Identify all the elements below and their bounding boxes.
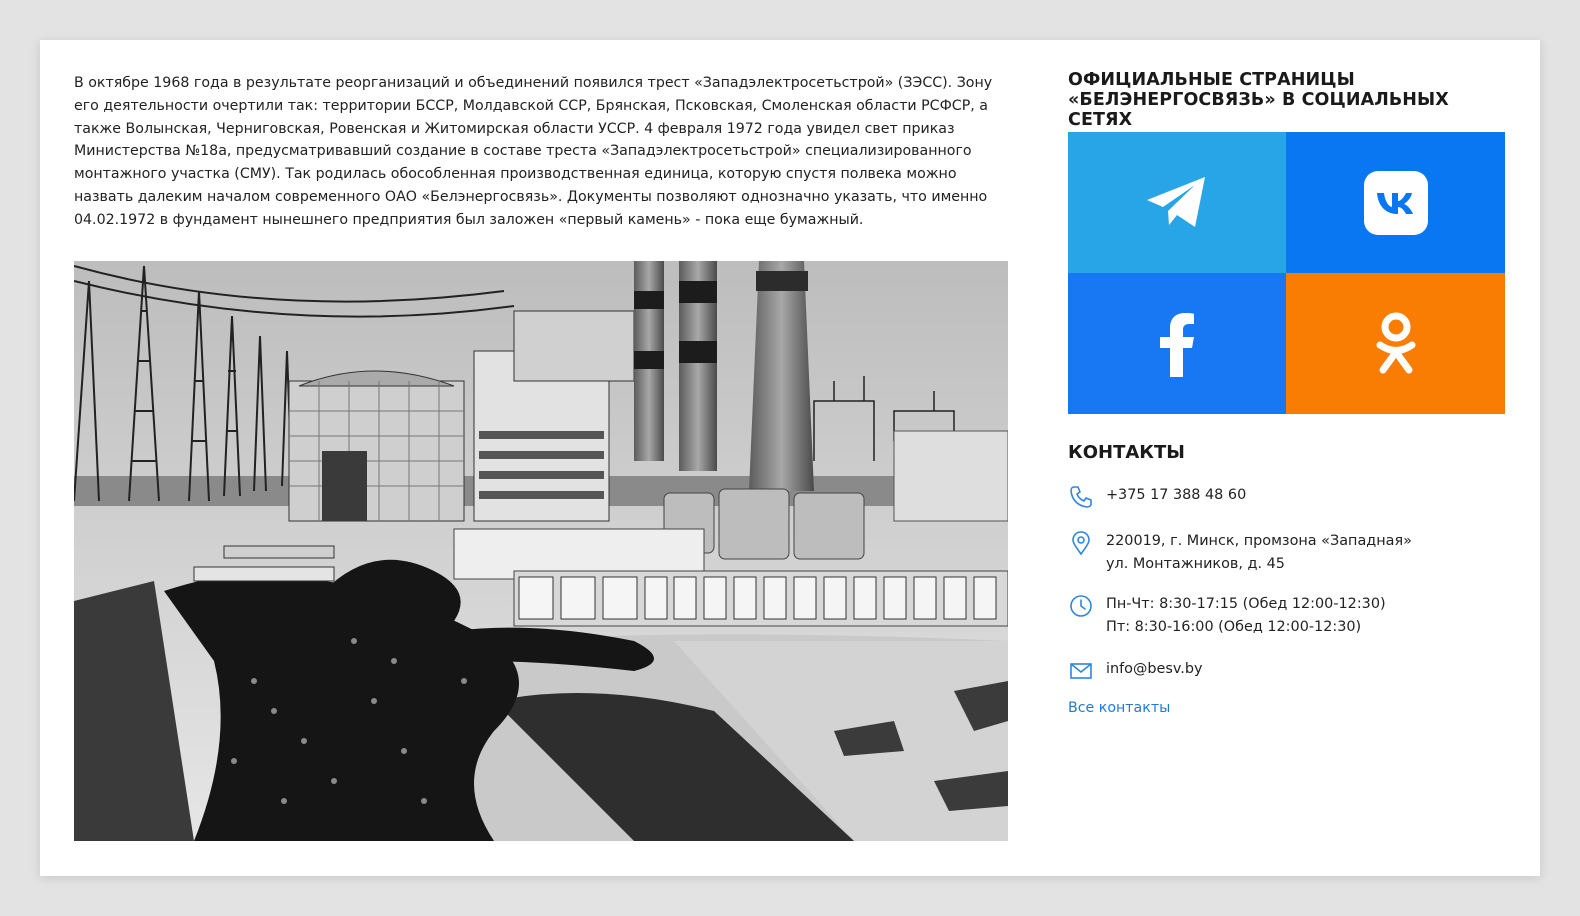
address-text <box>1106 530 1412 576</box>
clock-icon <box>1068 593 1094 619</box>
vk-icon <box>1364 171 1428 235</box>
odnoklassniki-tile[interactable] <box>1286 273 1505 414</box>
address-line-1: 220019, г. Минск, промзона «Западная» <box>1106 533 1412 549</box>
telegram-tile[interactable] <box>1068 132 1286 273</box>
phone-link[interactable]: +375 17 388 48 60 <box>1106 487 1247 503</box>
hours-text <box>1106 593 1386 639</box>
contact-email <box>1068 658 1203 684</box>
historical-photo <box>74 261 1008 841</box>
location-pin-icon <box>1068 530 1094 556</box>
odnoklassniki-icon <box>1376 312 1416 376</box>
facebook-tile[interactable] <box>1068 273 1286 414</box>
social-grid <box>1068 132 1505 414</box>
contacts-title: КОНТАКТЫ <box>1068 442 1185 463</box>
social-title: ОФИЦИАЛЬНЫЕ СТРАНИЦЫ «БЕЛЭНЕРГОСВЯЗЬ» В СОЦИАЛЬНЫХ СЕТЯХ <box>1068 70 1449 130</box>
address-line-2: ул. Монтажников, д. 45 <box>1106 556 1285 572</box>
hours-line-2: Пт: 8:30-16:00 (Обед 12:00-12:30) <box>1106 619 1362 635</box>
all-contacts-link[interactable]: Все контакты <box>1068 700 1171 716</box>
article-paragraph: В октябре 1968 года в результате реорганизаций и объединений появился трест «Западэлектросетьстрой» (ЗЭСС). Зону его деятельности очертили так: территории БССР, Молдавской ССР, Брянская, Псковская, Смоленская области РСФСР, а также Волынская, Черниговская, Ровенская и Житомирская области УССР. 4 февраля 1972 года увидел свет приказ Министерства №18а, предусматривавший создание в составе треста «Западэлектросетьстрой» специализированного монтажного участка (СМУ). Так родилась обособленная производственная единица, которую спустя полвека можно назвать далеким началом современного ОАО «Белэнергосвязь». Документы позволяют однозначно указать, что именно 04.02.1972 в фундамент нынешнего предприятия был заложен «первый камень» - пока еще бумажный. <box>74 75 993 228</box>
facebook-icon <box>1157 311 1197 377</box>
mail-icon <box>1068 658 1094 684</box>
contact-address <box>1068 530 1412 576</box>
hours-line-1: Пн-Чт: 8:30-17:15 (Обед 12:00-12:30) <box>1106 596 1386 612</box>
vk-tile[interactable] <box>1286 132 1505 273</box>
phone-icon <box>1068 484 1094 510</box>
telegram-icon <box>1145 175 1209 231</box>
contact-hours <box>1068 593 1386 639</box>
power-plant-photo-illustration <box>74 261 1008 841</box>
content-card <box>40 40 1540 876</box>
email-link[interactable]: info@besv.by <box>1106 661 1203 677</box>
contact-phone <box>1068 484 1246 510</box>
